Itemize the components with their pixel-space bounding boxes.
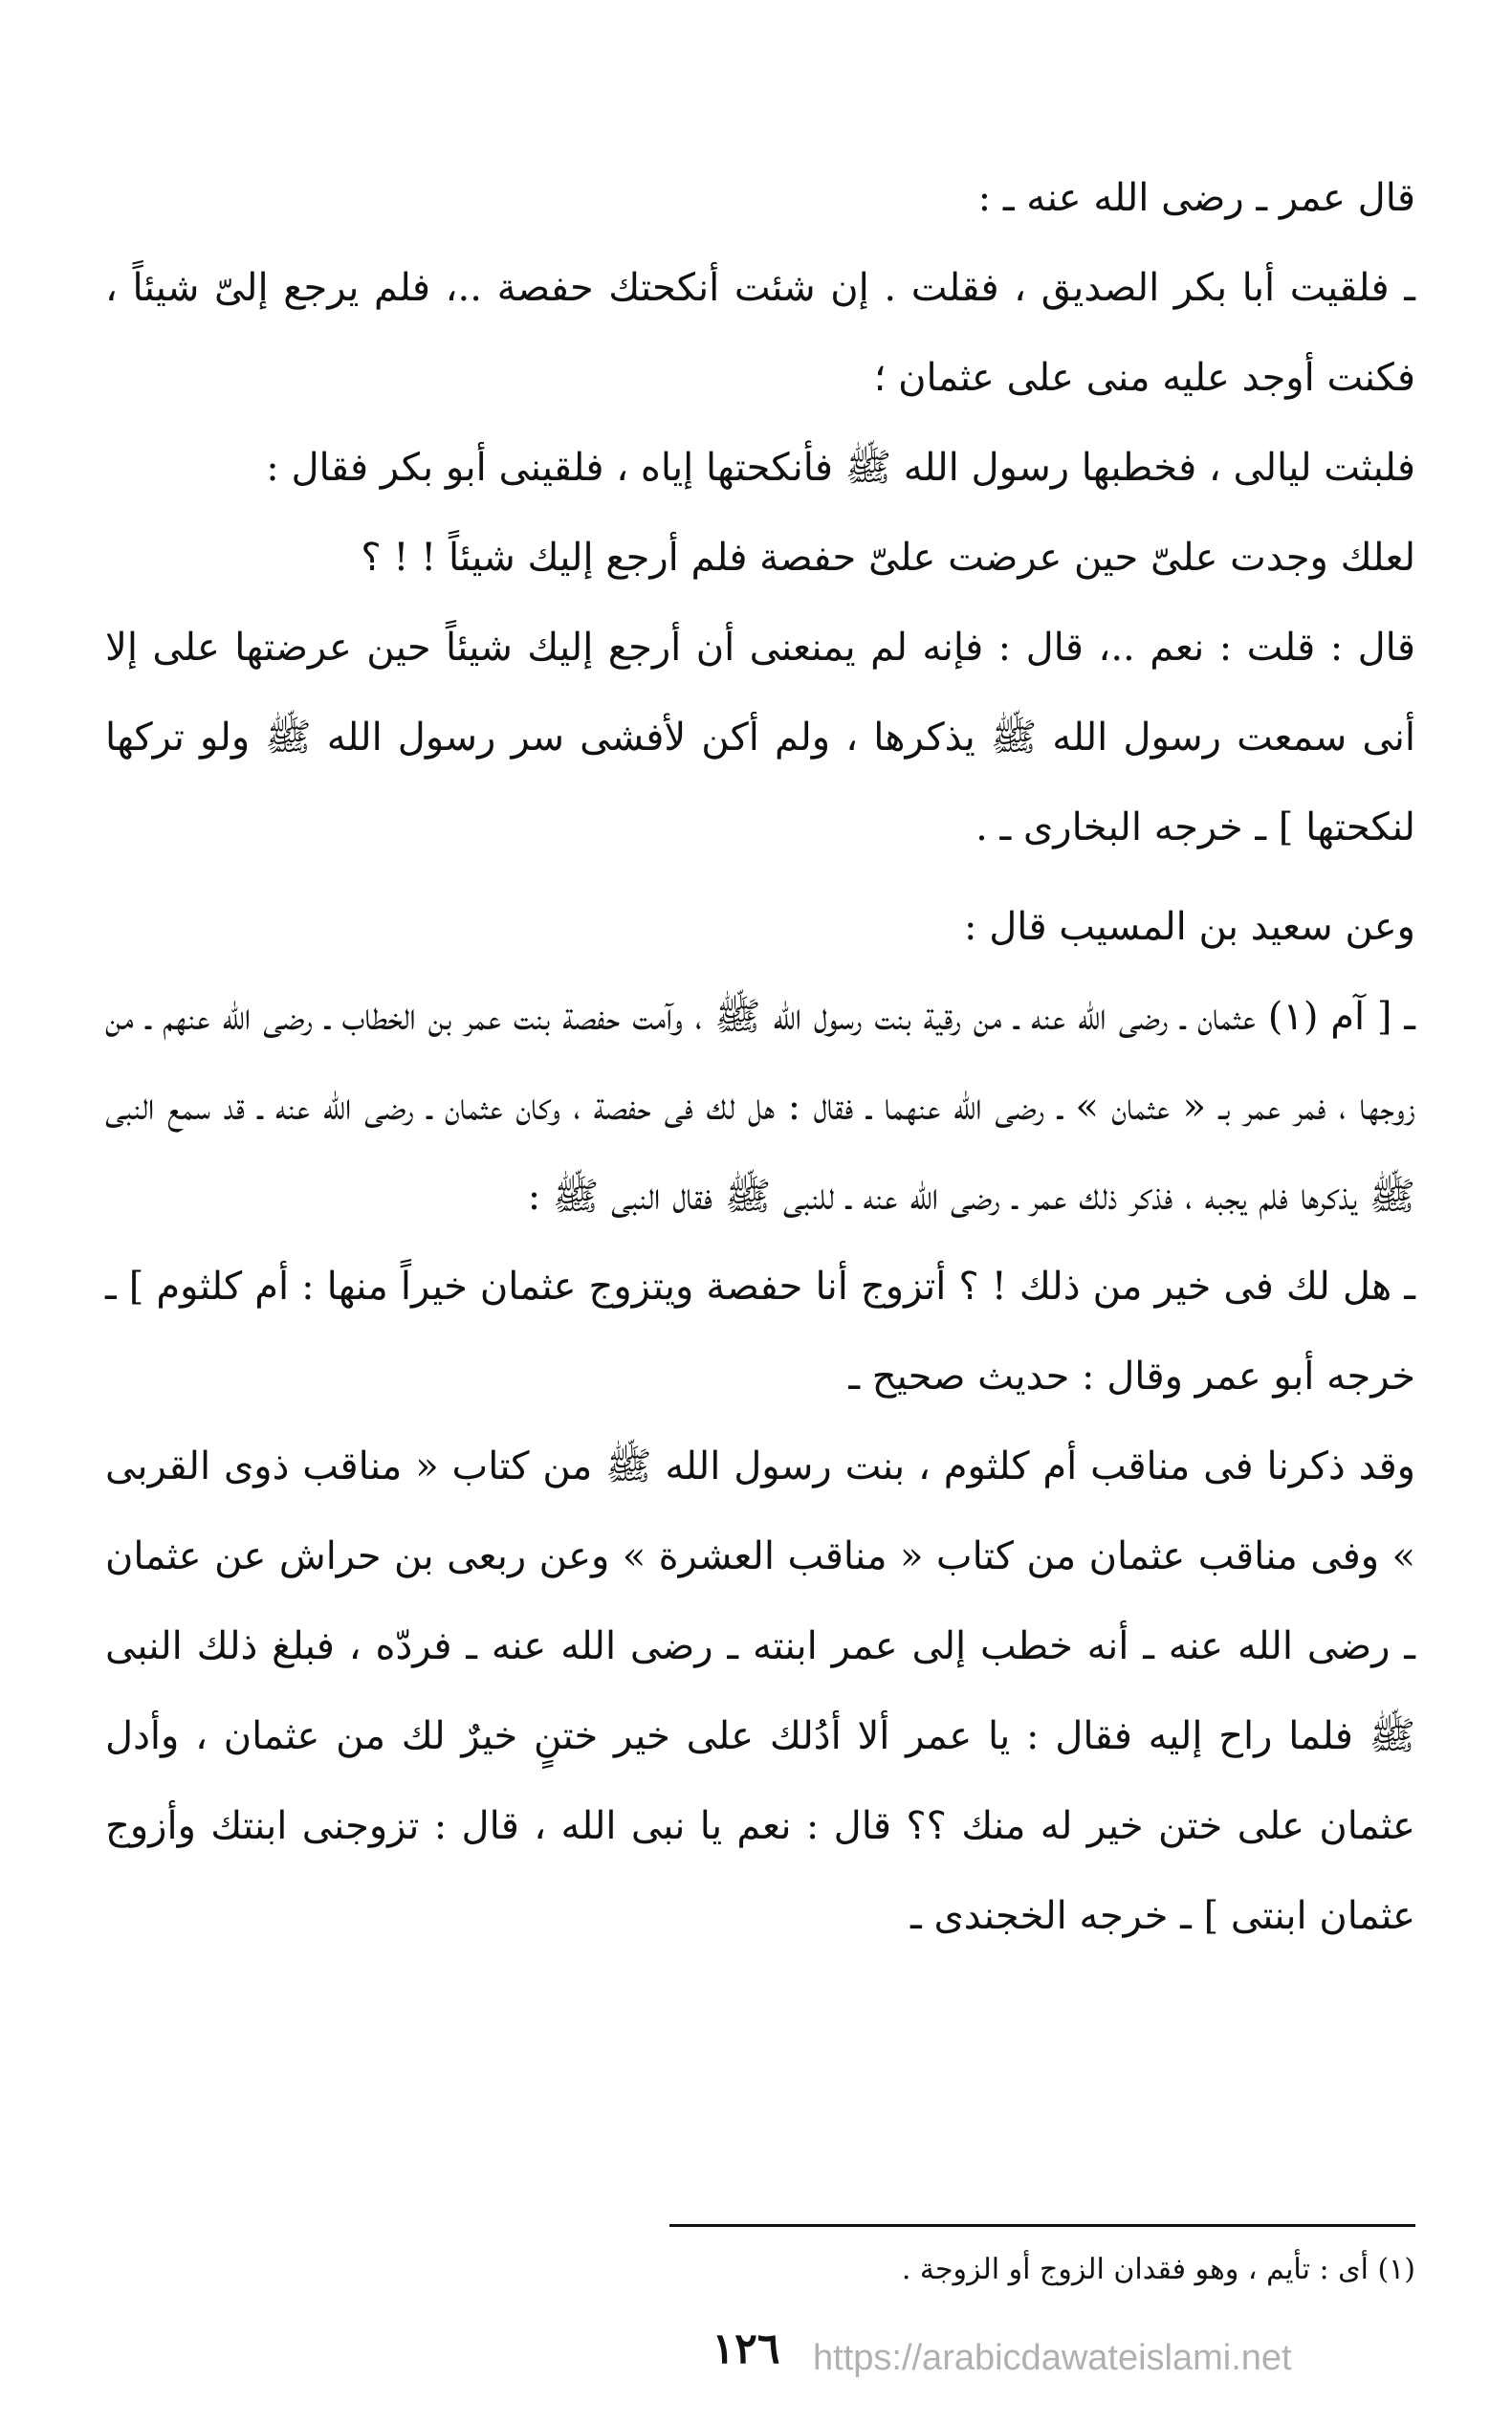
- paragraph: ـ [ آم (١) عثمان ـ رضى الله عنه ـ من رقية بنت رسول الله ﷺ ، وآمت حفصة بنت عمر بن الخطاب ـ رضى الله عنهم ـ من زوجها ، فمر عمر بـ « عثمان » ـ رضى الله عنهما ـ فقال : هل لك فى حفصة ، وكان عثمان ـ رضى الله عنه ـ قد سمع النبى ﷺ يذكرها فلم يجبه ، فذكر ذلك عمر ـ رضى الله عنه ـ للنبى ﷺ فقال النبى ﷺ :: [105, 995, 1416, 1219]
- paragraph: قال عمر ـ رضى الله عنه ـ :: [977, 176, 1415, 220]
- paragraph: قال : قلت : نعم ..، قال : فإنه لم يمنعنى أن أرجع إليك شيئاً حين عرضتها على إلا أنى سمعت رسول الله ﷺ يذكرها ، ولم أكن لأفشى سر رسول الله ﷺ ولو تركها لنكحتها ] ـ خرجه البخارى ـ .: [105, 626, 1415, 849]
- paragraph: لعلك وجدت علىّ حين عرضت علىّ حفصة فلم أرجع إليك شيئاً ! ! ؟: [361, 536, 1415, 580]
- main-text: [105, 153, 1415, 1961]
- paragraph: فلبثت ليالى ، فخطبها رسول الله ﷺ فأنكحتها إياه ، فلقينى أبو بكر فقال :: [266, 446, 1415, 490]
- paragraph: وعن سعيد بن المسيب قال :: [964, 905, 1415, 949]
- paragraph: ـ فلقيت أبا بكر الصديق ، فقلت . إن شئت أنكحتك حفصة ..، فلم يرجع إلىّ شيئاً ، فكنت أوجد عليه منى على عثمان ؛: [105, 266, 1415, 400]
- footnote: (١) أى : تأيم ، وهو فقدان الزوج أو الزوجة .: [901, 2253, 1415, 2286]
- footnote-divider: [669, 2224, 1415, 2227]
- watermark: https://arabicdawateislami.net: [813, 2338, 1292, 2378]
- paragraph: ـ هل لك فى خير من ذلك ! ؟ أتزوج أنا حفصة ويتزوج عثمان خيراً منها : أم كلثوم ] ـ خرجه أبو عمر وقال : حديث صحيح ـ: [105, 1265, 1415, 1399]
- page-number: ١٢٦: [712, 2325, 780, 2373]
- paragraph: وقد ذكرنا فى مناقب أم كلثوم ، بنت رسول الله ﷺ من كتاب « مناقب ذوى القربى » وفى مناقب عثمان من كتاب « مناقب العشرة » وعن ربعى بن حراش عن عثمان ـ رضى الله عنه ـ أنه خطب إلى عمر ابنته ـ رضى الله عنه ـ فردّه ، فبلغ ذلك النبى ﷺ فلما راح إليه فقال : يا عمر ألا أدُلك على خير ختنٍ خيرٌ لك من عثمان ، وأدل عثمان على ختن خير له منك ؟؟ قال : نعم يا نبى الله ، قال : تزوجنى ابنتك وأزوج عثمان ابنتى ] ـ خرجه الخجندى ـ: [105, 1444, 1416, 1938]
